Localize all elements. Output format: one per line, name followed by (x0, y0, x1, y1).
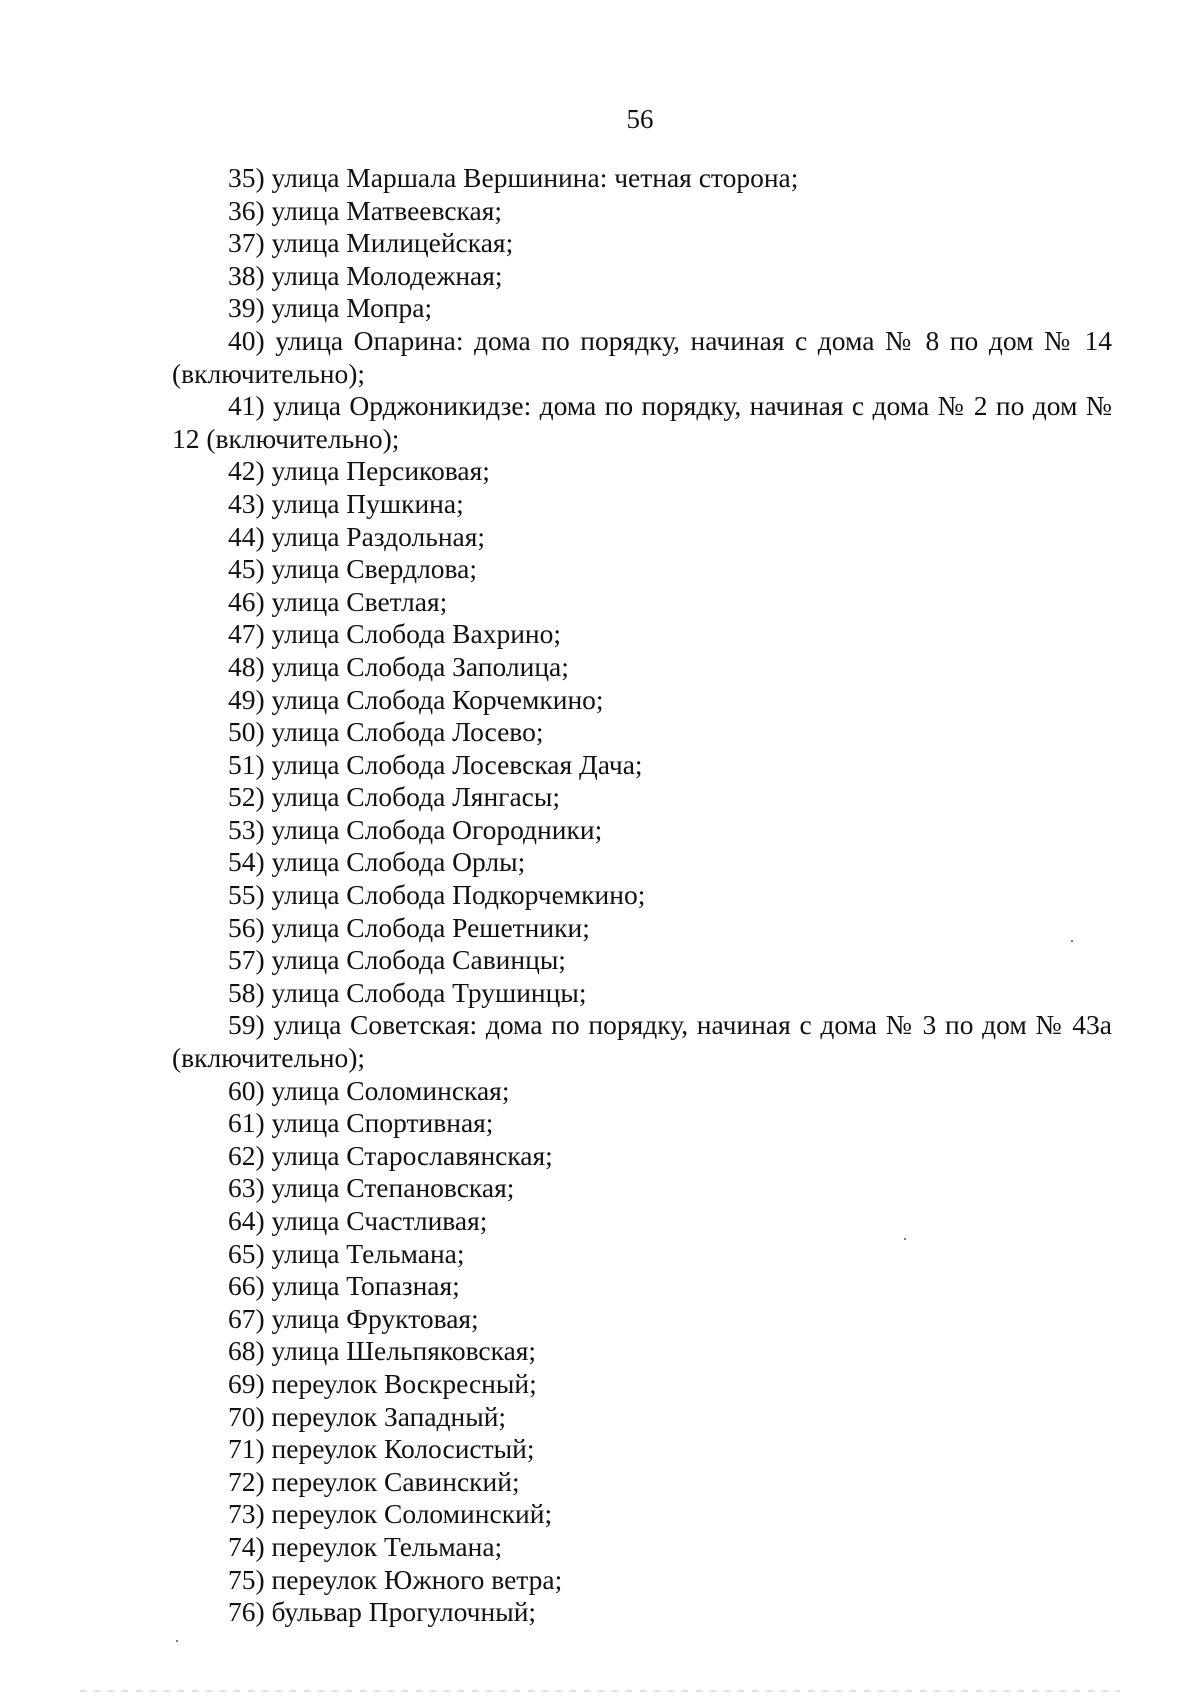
list-item: 75) переулок Южного ветра; (228, 1563, 563, 1595)
list-item: 65) улица Тельмана; (228, 1237, 465, 1269)
list-item: 44) улица Раздольная; (228, 520, 486, 552)
list-item: 58) улица Слобода Трушинцы; (228, 976, 587, 1008)
list-item: 52) улица Слобода Лянгасы; (228, 781, 560, 813)
list-item: 57) улица Слобода Савинцы; (228, 944, 566, 976)
list-item: 43) улица Пушкина; (228, 487, 464, 519)
list-item: 36) улица Матвеевская; (228, 194, 502, 226)
list-item: 46) улица Светлая; (228, 585, 448, 617)
scan-edge-noise (80, 1690, 1120, 1692)
list-item: 73) переулок Соломинский; (228, 1498, 553, 1530)
list-item: 41) улица Орджоникидзе: дома по порядку, начиная с дома № 2 по дом № 12 (включительно); (172, 390, 1112, 454)
scan-speck (904, 1238, 906, 1240)
list-item: 42) улица Персиковая; (228, 455, 490, 487)
list-item: 70) переулок Западный; (228, 1400, 507, 1432)
list-item: 50) улица Слобода Лосево; (228, 716, 544, 748)
list-item: 74) переулок Тельмана; (228, 1530, 503, 1562)
list-item: 55) улица Слобода Подкорчемкино; (228, 879, 646, 911)
list-item: 69) переулок Воскресный; (228, 1367, 537, 1399)
list-item: 56) улица Слобода Решетники; (228, 911, 590, 943)
list-item: 38) улица Молодежная; (228, 259, 503, 291)
list-item: 40) улица Опарина: дома по порядку, начиная с дома № 8 по дом № 14 (включительно); (172, 324, 1112, 389)
list-item: 48) улица Слобода Заполица; (228, 650, 569, 682)
list-item: 76) бульвар Прогулочный; (228, 1596, 537, 1628)
list-item: 47) улица Слобода Вахрино; (228, 618, 562, 650)
list-item: 54) улица Слобода Орлы; (228, 846, 526, 878)
list-item: 45) улица Свердлова; (228, 553, 478, 585)
scan-speck (176, 1640, 178, 1642)
list-item: 49) улица Слобода Корчемкино; (228, 683, 604, 715)
list-item: 53) улица Слобода Огородники; (228, 813, 603, 845)
list-item: 68) улица Шельпяковская; (228, 1335, 537, 1367)
list-item: 62) улица Старославянская; (228, 1139, 553, 1171)
scan-speck (1071, 940, 1073, 942)
list-item: 35) улица Маршала Вершинина: четная сторона; (228, 162, 799, 193)
list-item: 60) улица Соломинская; (228, 1074, 510, 1106)
list-item: 61) улица Спортивная; (228, 1107, 494, 1139)
list-item: 63) улица Степановская; (228, 1172, 515, 1204)
street-list (172, 162, 1112, 1629)
list-item: 39) улица Мопра; (228, 292, 433, 324)
list-item: 59) улица Советская: дома по порядку, начиная с дома № 3 по дом № 43а (включительно); (172, 1009, 1112, 1074)
list-item: 67) улица Фруктовая; (228, 1302, 479, 1334)
list-item: 72) переулок Савинский; (228, 1465, 520, 1497)
list-item: 66) улица Топазная; (228, 1270, 460, 1302)
list-item: 71) переулок Колосистый; (228, 1433, 535, 1465)
list-item: 51) улица Слобода Лосевская Дача; (228, 748, 643, 780)
page-number: 56 (626, 104, 654, 134)
list-item: 64) улица Счастливая; (228, 1205, 488, 1236)
list-item: 37) улица Милицейская; (228, 227, 514, 259)
